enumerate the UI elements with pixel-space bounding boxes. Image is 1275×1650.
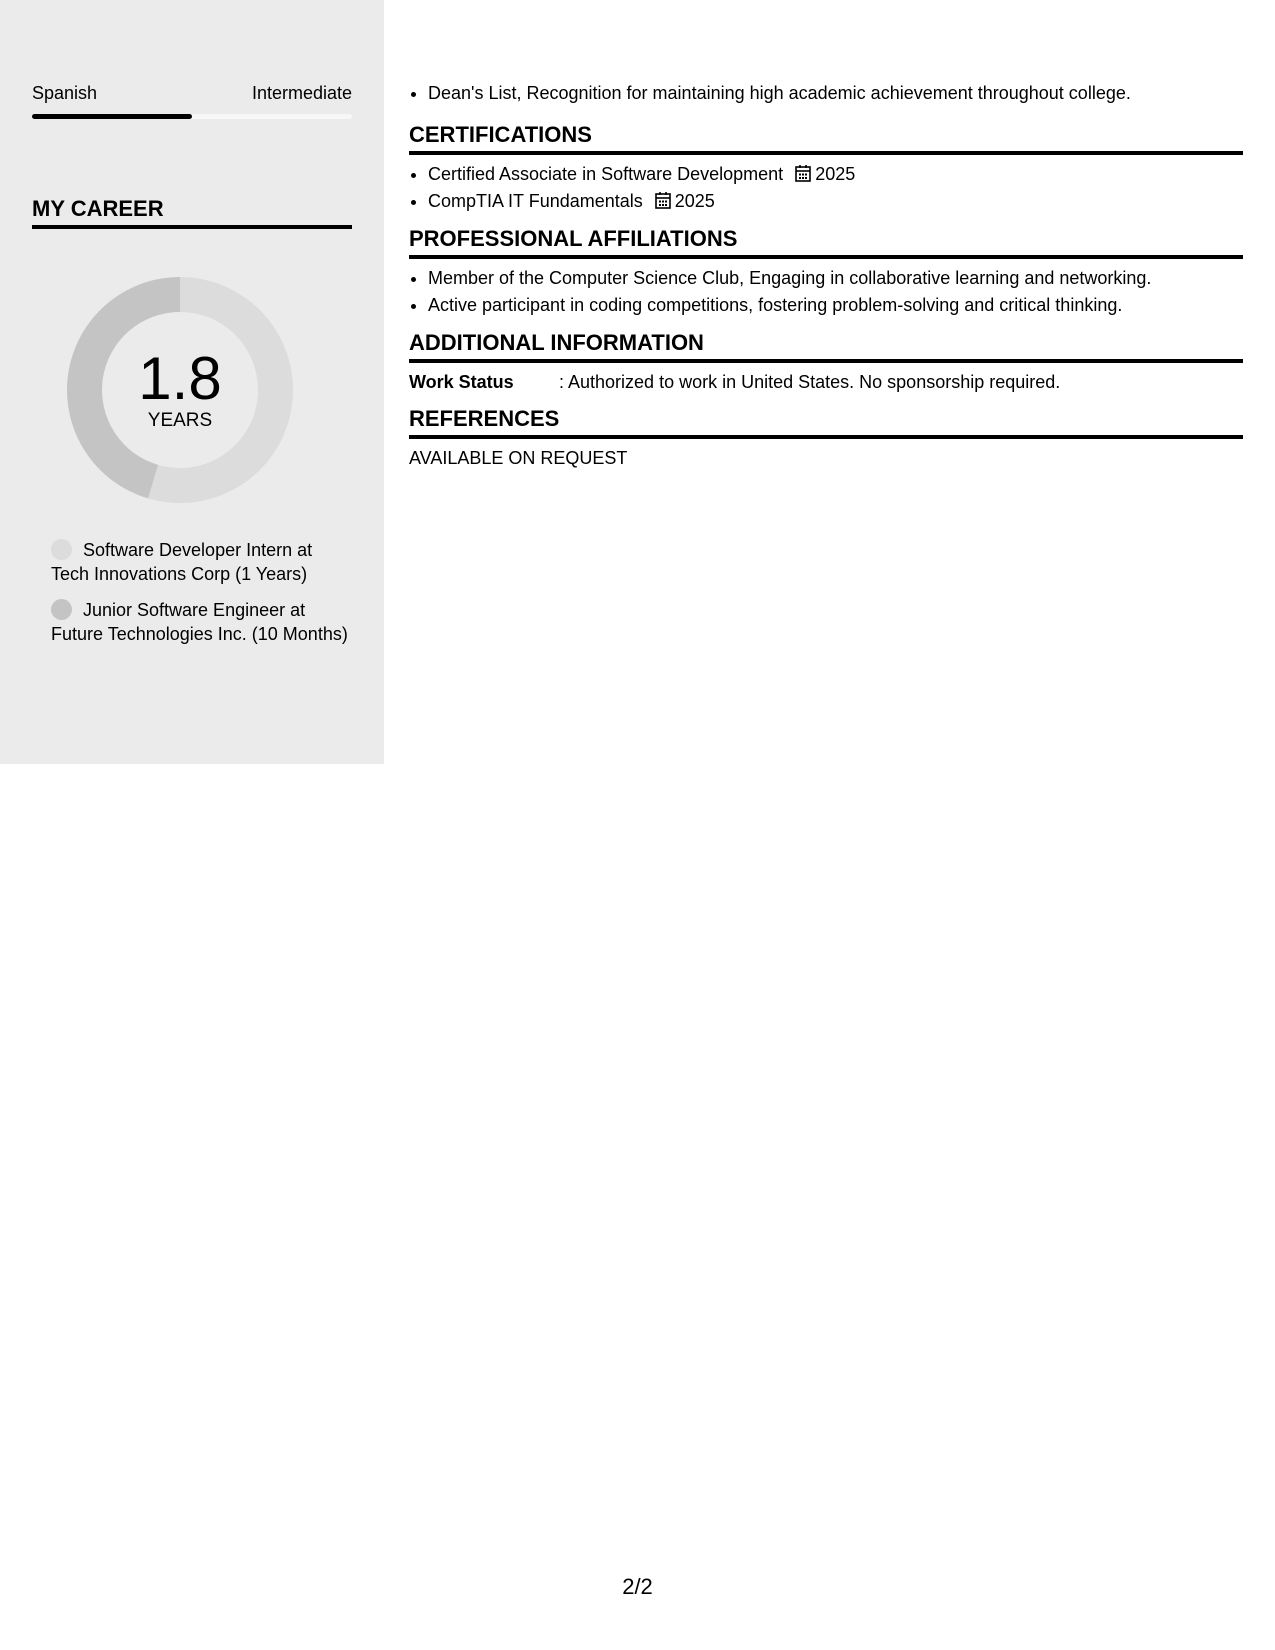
affiliations-list [409,265,1243,319]
language-proficiency-fill [32,114,192,119]
honors-list [409,80,1243,107]
certification-name: CompTIA IT Fundamentals [428,191,643,211]
career-legend-item [51,598,351,646]
list-item [428,188,1243,215]
info-label: Work Status [409,372,514,392]
certification-year: 2025 [815,164,856,184]
list-item: • Dean's List, Recognition for maintaining high academic achievement throughout college. [428,80,1243,107]
certification-name: Certified Associate in Software Development [428,164,784,184]
career-total-years: 1.8 [138,345,222,412]
main-content [409,80,1243,471]
language-row [32,82,352,104]
references-title: REFERENCES [409,405,1243,439]
calendar-icon [795,164,811,182]
calendar-icon [655,191,671,209]
legend-dot-icon [51,539,72,560]
career-legend-label: Software Developer Intern at Tech Innovations Corp (1 Years) [51,540,313,584]
certifications-title: CERTIFICATIONS [409,121,1243,155]
legend-dot-icon [51,599,72,620]
language-name: Spanish [32,83,98,103]
list-item: • Member of the Computer Science Club, Engaging in collaborative learning and networking. [428,265,1243,292]
sidebar [0,0,384,764]
career-legend-label: Junior Software Engineer at Future Technologies Inc. (10 Months) [51,600,348,644]
list-item [428,161,1243,188]
affiliations-title: PROFESSIONAL AFFILIATIONS [409,225,1243,259]
certification-year: 2025 [674,191,715,211]
info-row [409,369,1243,395]
career-legend [51,538,351,658]
references-text: AVAILABLE ON REQUEST [409,448,628,468]
career-total-unit: YEARS [147,410,213,431]
career-legend-item [51,538,351,586]
language-level: Intermediate [251,83,352,103]
page-number: 2/2 [622,1574,653,1599]
list-item: • Active participant in coding competitions, fostering problem-solving and critical thinking. [428,292,1243,319]
additional-information-title: ADDITIONAL INFORMATION [409,329,1243,363]
certifications-list [409,161,1243,215]
career-heading: MY CAREER [32,196,352,229]
language-proficiency-bar [32,114,352,119]
info-value: : Authorized to work in United States. No sponsorship required. [559,372,1061,392]
